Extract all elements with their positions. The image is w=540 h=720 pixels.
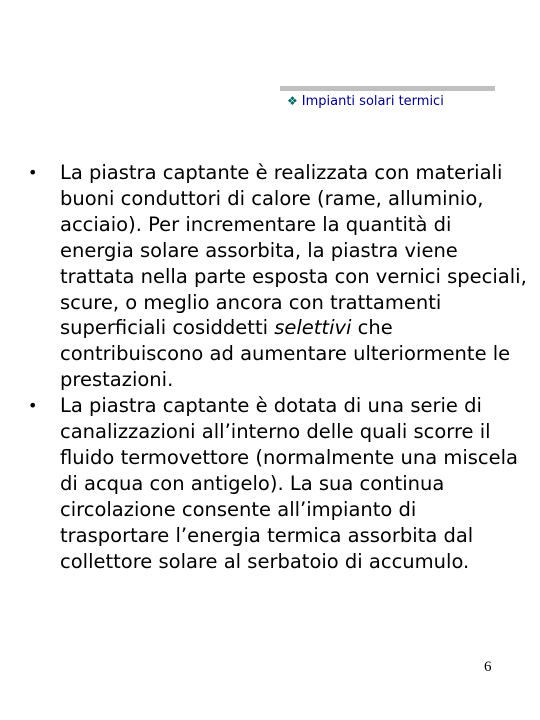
header-rule <box>280 86 495 91</box>
bullet-dot-icon: • <box>28 163 38 182</box>
slide-header <box>287 94 444 109</box>
bullet-text-1-start: La piastra captante è realizzata con materiali buoni conduttori di calore (rame, alluminio, acciaio). Per incrementare la quantità di energia solare assorbita, la piastra viene trattata nella parte esposta con vernici speciali, scure, o meglio ancora con trattamenti superficiali cosiddetti <box>60 161 527 340</box>
diamond-bullet-icon: ❖ <box>287 94 298 108</box>
bullet-dot-icon: • <box>28 396 38 416</box>
bullet-text-2: La piastra captante è dotata di una serie di canalizzazioni all’interno delle quali scorre il fluido termovettore (normalmente una miscela di acqua con antigelo). La sua continua circolazione consente all’impianto di trasportare l’energia termica assorbita dal collettore solare al serbatoio di accumulo. <box>60 394 519 573</box>
bullet-list <box>28 160 528 575</box>
list-item <box>28 160 528 393</box>
bullet-text-1-end: che contribuiscono ad aumentare ulteriormente le prestazioni. <box>60 316 511 392</box>
bullet-text-1-emphasis: selettivi <box>274 316 352 340</box>
page-number: 6 <box>484 659 492 675</box>
slide-title: Impianti solari termici <box>301 94 444 109</box>
list-item <box>28 393 528 574</box>
